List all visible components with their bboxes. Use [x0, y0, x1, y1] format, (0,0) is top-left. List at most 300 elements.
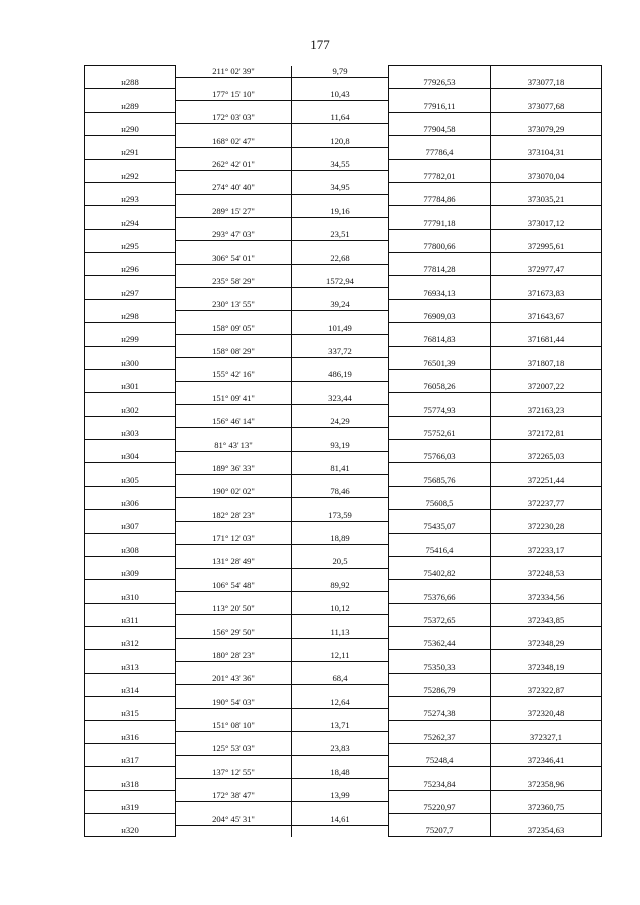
x-coordinate-cell: 75435,07	[389, 521, 491, 533]
coordinates-table-body	[85, 66, 602, 837]
direction-angle-cell: 125° 53' 03"	[176, 743, 292, 755]
direction-angle-cell: 156° 29' 50"	[176, 627, 292, 639]
direction-angle-cell	[176, 755, 292, 767]
point-cell: н302	[85, 404, 176, 416]
x-coordinate-cell: 75286,79	[389, 685, 491, 697]
segment-row	[85, 580, 602, 592]
y-coordinate-cell	[491, 299, 602, 311]
segment-row	[85, 299, 602, 311]
point-row	[85, 755, 602, 767]
length-cell	[292, 778, 389, 790]
x-coordinate-cell	[389, 299, 491, 311]
x-coordinate-cell	[389, 556, 491, 568]
y-coordinate-cell	[491, 416, 602, 428]
length-cell	[292, 311, 389, 323]
y-coordinate-cell	[491, 206, 602, 218]
x-coordinate-cell: 75362,44	[389, 638, 491, 650]
point-cell	[85, 556, 176, 568]
length-cell	[292, 241, 389, 253]
direction-angle-cell: 171° 12' 03"	[176, 533, 292, 545]
direction-angle-cell	[176, 334, 292, 346]
length-cell	[292, 77, 389, 89]
length-cell	[292, 568, 389, 580]
point-row	[85, 451, 602, 463]
length-cell	[292, 194, 389, 206]
direction-angle-cell	[176, 101, 292, 113]
page-number: 177	[310, 37, 330, 52]
point-row	[85, 264, 602, 276]
segment-row	[85, 697, 602, 709]
x-coordinate-cell: 75774,93	[389, 404, 491, 416]
point-row	[85, 404, 602, 416]
point-cell: н294	[85, 217, 176, 229]
direction-angle-cell	[176, 732, 292, 744]
point-row	[85, 101, 602, 113]
direction-angle-cell	[176, 311, 292, 323]
x-coordinate-cell	[389, 603, 491, 615]
y-coordinate-cell	[491, 323, 602, 335]
length-cell: 120,8	[292, 136, 389, 148]
direction-angle-cell	[176, 428, 292, 440]
direction-angle-cell	[176, 217, 292, 229]
length-cell: 89,92	[292, 580, 389, 592]
direction-angle-cell: 131° 28' 49"	[176, 556, 292, 568]
point-cell	[85, 416, 176, 428]
point-cell: н319	[85, 802, 176, 814]
direction-angle-cell	[176, 241, 292, 253]
length-cell	[292, 545, 389, 557]
length-cell	[292, 662, 389, 674]
length-cell: 20,5	[292, 556, 389, 568]
length-cell: 34,55	[292, 159, 389, 171]
point-row	[85, 311, 602, 323]
x-coordinate-cell: 75207,7	[389, 825, 491, 837]
direction-angle-cell: 113° 20' 50"	[176, 603, 292, 615]
y-coordinate-cell: 372977,47	[491, 264, 602, 276]
y-coordinate-cell: 372007,22	[491, 381, 602, 393]
point-cell	[85, 346, 176, 358]
length-cell: 22,68	[292, 253, 389, 265]
point-row	[85, 732, 602, 744]
point-cell: н307	[85, 521, 176, 533]
length-cell: 39,24	[292, 299, 389, 311]
point-cell	[85, 440, 176, 452]
y-coordinate-cell	[491, 229, 602, 241]
direction-angle-cell: 235° 58' 29"	[176, 276, 292, 288]
y-coordinate-cell	[491, 346, 602, 358]
point-row	[85, 591, 602, 603]
point-cell	[85, 159, 176, 171]
y-coordinate-cell	[491, 673, 602, 685]
direction-angle-cell: 190° 02' 02"	[176, 486, 292, 498]
y-coordinate-cell: 373077,68	[491, 101, 602, 113]
direction-angle-cell	[176, 521, 292, 533]
point-cell: н312	[85, 638, 176, 650]
y-coordinate-cell: 372251,44	[491, 475, 602, 487]
length-cell	[292, 802, 389, 814]
y-coordinate-cell: 372348,19	[491, 662, 602, 674]
length-cell	[292, 755, 389, 767]
point-row	[85, 428, 602, 440]
point-cell: н295	[85, 241, 176, 253]
x-coordinate-cell	[389, 346, 491, 358]
y-coordinate-cell	[491, 533, 602, 545]
x-coordinate-cell: 75274,38	[389, 708, 491, 720]
x-coordinate-cell	[389, 229, 491, 241]
x-coordinate-cell: 77800,66	[389, 241, 491, 253]
segment-row	[85, 136, 602, 148]
y-coordinate-cell	[491, 743, 602, 755]
x-coordinate-cell: 77786,4	[389, 147, 491, 159]
point-row	[85, 568, 602, 580]
point-cell: н293	[85, 194, 176, 206]
point-row	[85, 171, 602, 183]
direction-angle-cell: 306° 54' 01"	[176, 253, 292, 265]
point-cell	[85, 486, 176, 498]
x-coordinate-cell	[389, 580, 491, 592]
direction-angle-cell: 190° 54' 03"	[176, 697, 292, 709]
length-cell: 13,71	[292, 720, 389, 732]
point-cell	[85, 136, 176, 148]
direction-angle-cell	[176, 451, 292, 463]
point-cell	[85, 323, 176, 335]
x-coordinate-cell	[389, 627, 491, 639]
x-coordinate-cell: 75372,65	[389, 615, 491, 627]
direction-angle-cell	[176, 802, 292, 814]
point-cell	[85, 253, 176, 265]
segment-row	[85, 206, 602, 218]
y-coordinate-cell: 372237,77	[491, 498, 602, 510]
length-cell	[292, 428, 389, 440]
x-coordinate-cell: 76814,83	[389, 334, 491, 346]
direction-angle-cell: 106° 54' 48"	[176, 580, 292, 592]
point-cell: н309	[85, 568, 176, 580]
direction-angle-cell: 289° 15' 27"	[176, 206, 292, 218]
segment-row	[85, 182, 602, 194]
length-cell	[292, 171, 389, 183]
length-cell: 337,72	[292, 346, 389, 358]
segment-row	[85, 720, 602, 732]
segment-row	[85, 323, 602, 335]
y-coordinate-cell	[491, 136, 602, 148]
length-cell	[292, 521, 389, 533]
direction-angle-cell: 189° 36' 33"	[176, 463, 292, 475]
x-coordinate-cell: 75766,03	[389, 451, 491, 463]
x-coordinate-cell	[389, 416, 491, 428]
length-cell	[292, 124, 389, 136]
y-coordinate-cell: 371643,67	[491, 311, 602, 323]
y-coordinate-cell	[491, 767, 602, 779]
y-coordinate-cell: 371807,18	[491, 358, 602, 370]
point-cell	[85, 369, 176, 381]
length-cell: 1572,94	[292, 276, 389, 288]
point-cell: н304	[85, 451, 176, 463]
point-cell	[85, 463, 176, 475]
direction-angle-cell	[176, 591, 292, 603]
length-cell: 323,44	[292, 393, 389, 405]
y-coordinate-cell	[491, 66, 602, 78]
y-coordinate-cell: 372348,29	[491, 638, 602, 650]
x-coordinate-cell	[389, 136, 491, 148]
x-coordinate-cell: 75234,84	[389, 778, 491, 790]
direction-angle-cell	[176, 475, 292, 487]
point-row	[85, 381, 602, 393]
length-cell: 9,79	[292, 66, 389, 78]
length-cell	[292, 217, 389, 229]
y-coordinate-cell	[491, 697, 602, 709]
segment-row	[85, 556, 602, 568]
y-coordinate-cell: 372358,96	[491, 778, 602, 790]
point-cell	[85, 229, 176, 241]
point-cell: н305	[85, 475, 176, 487]
y-coordinate-cell: 372248,53	[491, 568, 602, 580]
length-cell	[292, 147, 389, 159]
point-cell	[85, 206, 176, 218]
x-coordinate-cell: 75685,76	[389, 475, 491, 487]
y-coordinate-cell	[491, 603, 602, 615]
point-cell	[85, 767, 176, 779]
point-cell	[85, 112, 176, 124]
direction-angle-cell	[176, 358, 292, 370]
point-cell: н288	[85, 77, 176, 89]
y-coordinate-cell: 373079,29	[491, 124, 602, 136]
point-row	[85, 825, 602, 837]
point-row	[85, 708, 602, 720]
length-cell: 93,19	[292, 440, 389, 452]
length-cell	[292, 381, 389, 393]
point-cell	[85, 720, 176, 732]
y-coordinate-cell: 372265,03	[491, 451, 602, 463]
y-coordinate-cell: 372163,23	[491, 404, 602, 416]
direction-angle-cell	[176, 498, 292, 510]
point-cell	[85, 697, 176, 709]
y-coordinate-cell	[491, 182, 602, 194]
y-coordinate-cell: 372172,81	[491, 428, 602, 440]
length-cell	[292, 334, 389, 346]
length-cell: 23,83	[292, 743, 389, 755]
length-cell	[292, 264, 389, 276]
direction-angle-cell: 168° 02' 47"	[176, 136, 292, 148]
x-coordinate-cell	[389, 182, 491, 194]
segment-row	[85, 229, 602, 241]
y-coordinate-cell: 372230,28	[491, 521, 602, 533]
x-coordinate-cell: 75350,33	[389, 662, 491, 674]
point-cell	[85, 510, 176, 522]
point-cell	[85, 673, 176, 685]
y-coordinate-cell	[491, 89, 602, 101]
point-cell: н311	[85, 615, 176, 627]
x-coordinate-cell: 77926,53	[389, 77, 491, 89]
y-coordinate-cell: 372346,41	[491, 755, 602, 767]
direction-angle-cell: 151° 09' 41"	[176, 393, 292, 405]
direction-angle-cell	[176, 638, 292, 650]
length-cell: 24,29	[292, 416, 389, 428]
direction-angle-cell	[176, 147, 292, 159]
direction-angle-cell: 177° 15' 10"	[176, 89, 292, 101]
y-coordinate-cell: 373104,31	[491, 147, 602, 159]
y-coordinate-cell	[491, 463, 602, 475]
y-coordinate-cell: 372334,56	[491, 591, 602, 603]
y-coordinate-cell: 373017,12	[491, 217, 602, 229]
y-coordinate-cell: 372360,75	[491, 802, 602, 814]
direction-angle-cell: 230° 13' 55"	[176, 299, 292, 311]
x-coordinate-cell: 75752,61	[389, 428, 491, 440]
y-coordinate-cell	[491, 510, 602, 522]
segment-row	[85, 66, 602, 78]
point-row	[85, 802, 602, 814]
y-coordinate-cell: 372343,85	[491, 615, 602, 627]
segment-row	[85, 743, 602, 755]
length-cell	[292, 475, 389, 487]
segment-row	[85, 159, 602, 171]
length-cell: 11,64	[292, 112, 389, 124]
length-cell	[292, 732, 389, 744]
point-cell	[85, 393, 176, 405]
point-row	[85, 498, 602, 510]
length-cell: 11,13	[292, 627, 389, 639]
length-cell	[292, 404, 389, 416]
x-coordinate-cell	[389, 276, 491, 288]
y-coordinate-cell: 372320,48	[491, 708, 602, 720]
length-cell: 78,46	[292, 486, 389, 498]
point-cell: н291	[85, 147, 176, 159]
x-coordinate-cell	[389, 697, 491, 709]
length-cell: 14,61	[292, 814, 389, 826]
x-coordinate-cell: 76934,13	[389, 288, 491, 300]
direction-angle-cell: 155° 42' 16"	[176, 369, 292, 381]
x-coordinate-cell: 77814,28	[389, 264, 491, 276]
length-cell	[292, 615, 389, 627]
point-cell	[85, 299, 176, 311]
point-row	[85, 147, 602, 159]
point-cell: н315	[85, 708, 176, 720]
length-cell: 101,49	[292, 323, 389, 335]
segment-row	[85, 486, 602, 498]
x-coordinate-cell: 77782,01	[389, 171, 491, 183]
y-coordinate-cell: 372995,61	[491, 241, 602, 253]
point-cell	[85, 182, 176, 194]
x-coordinate-cell	[389, 790, 491, 802]
direction-angle-cell: 172° 03' 03"	[176, 112, 292, 124]
y-coordinate-cell: 373035,21	[491, 194, 602, 206]
direction-angle-cell: 262° 42' 01"	[176, 159, 292, 171]
length-cell: 10,43	[292, 89, 389, 101]
y-coordinate-cell: 371673,83	[491, 288, 602, 300]
x-coordinate-cell: 75248,4	[389, 755, 491, 767]
direction-angle-cell	[176, 171, 292, 183]
point-cell: н296	[85, 264, 176, 276]
segment-row	[85, 369, 602, 381]
segment-row	[85, 767, 602, 779]
point-cell: н313	[85, 662, 176, 674]
segment-row	[85, 790, 602, 802]
direction-angle-cell: 274° 40' 40"	[176, 182, 292, 194]
direction-angle-cell: 137° 12' 55"	[176, 767, 292, 779]
point-cell: н318	[85, 778, 176, 790]
direction-angle-cell	[176, 404, 292, 416]
direction-angle-cell: 211° 02' 39"	[176, 66, 292, 78]
length-cell: 23,51	[292, 229, 389, 241]
x-coordinate-cell: 75262,37	[389, 732, 491, 744]
segment-row	[85, 346, 602, 358]
point-cell: н298	[85, 311, 176, 323]
x-coordinate-cell: 77791,18	[389, 217, 491, 229]
x-coordinate-cell	[389, 66, 491, 78]
x-coordinate-cell	[389, 814, 491, 826]
segment-row	[85, 393, 602, 405]
point-cell: н308	[85, 545, 176, 557]
direction-angle-cell	[176, 124, 292, 136]
point-cell: н314	[85, 685, 176, 697]
length-cell	[292, 638, 389, 650]
y-coordinate-cell: 372322,87	[491, 685, 602, 697]
direction-angle-cell	[176, 568, 292, 580]
coordinates-table	[84, 65, 602, 837]
y-coordinate-cell: 373077,18	[491, 77, 602, 89]
point-cell: н320	[85, 825, 176, 837]
y-coordinate-cell	[491, 276, 602, 288]
point-cell	[85, 66, 176, 78]
x-coordinate-cell: 75402,82	[389, 568, 491, 580]
x-coordinate-cell	[389, 112, 491, 124]
x-coordinate-cell	[389, 510, 491, 522]
segment-row	[85, 627, 602, 639]
point-row	[85, 475, 602, 487]
segment-row	[85, 814, 602, 826]
segment-row	[85, 673, 602, 685]
y-coordinate-cell: 371681,44	[491, 334, 602, 346]
x-coordinate-cell: 75220,97	[389, 802, 491, 814]
y-coordinate-cell: 372327,1	[491, 732, 602, 744]
direction-angle-cell: 201° 43' 36"	[176, 673, 292, 685]
segment-row	[85, 650, 602, 662]
direction-angle-cell	[176, 778, 292, 790]
x-coordinate-cell	[389, 206, 491, 218]
direction-angle-cell	[176, 615, 292, 627]
segment-row	[85, 416, 602, 428]
x-coordinate-cell	[389, 533, 491, 545]
y-coordinate-cell	[491, 253, 602, 265]
point-cell	[85, 603, 176, 615]
segment-row	[85, 603, 602, 615]
segment-row	[85, 533, 602, 545]
length-cell: 12,64	[292, 697, 389, 709]
direction-angle-cell	[176, 825, 292, 837]
length-cell: 81,41	[292, 463, 389, 475]
direction-angle-cell	[176, 288, 292, 300]
length-cell: 18,89	[292, 533, 389, 545]
segment-row	[85, 463, 602, 475]
point-cell: н290	[85, 124, 176, 136]
point-cell: н303	[85, 428, 176, 440]
direction-angle-cell: 81° 43' 13"	[176, 440, 292, 452]
point-row	[85, 241, 602, 253]
point-row	[85, 194, 602, 206]
direction-angle-cell	[176, 662, 292, 674]
length-cell: 19,16	[292, 206, 389, 218]
segment-row	[85, 253, 602, 265]
point-cell: н299	[85, 334, 176, 346]
point-cell	[85, 650, 176, 662]
x-coordinate-cell	[389, 463, 491, 475]
point-row	[85, 615, 602, 627]
direction-angle-cell	[176, 77, 292, 89]
point-row	[85, 124, 602, 136]
x-coordinate-cell	[389, 89, 491, 101]
x-coordinate-cell: 77904,58	[389, 124, 491, 136]
direction-angle-cell: 182° 28' 23"	[176, 510, 292, 522]
length-cell	[292, 825, 389, 837]
